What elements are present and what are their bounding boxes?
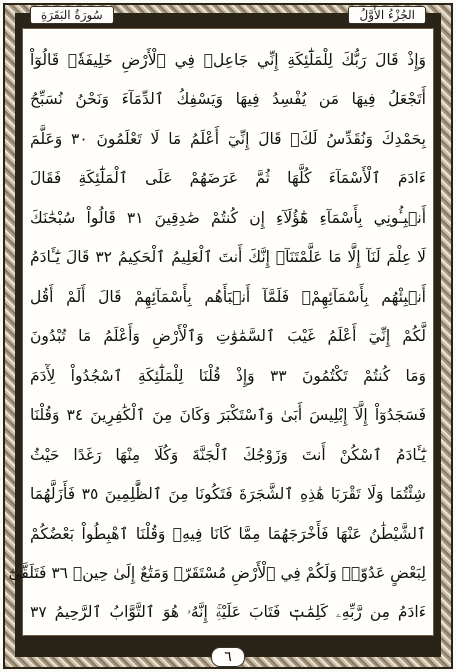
text-line bbox=[30, 356, 426, 396]
text-line bbox=[30, 396, 426, 436]
line-text: بِحَمْدِكَ وَنُقَدِّسُ لَكَۖ قَالَ إِنِّيٓ أَعْلَمُ مَا لَا تَعْلَمُونَ ٣٠ وَعَلَّمَ bbox=[30, 129, 426, 148]
text-line bbox=[30, 593, 426, 633]
surah-name: سُورَةُ البَقَرَةِ bbox=[30, 6, 114, 24]
page-footer bbox=[0, 646, 456, 668]
line-text: ءَادَمَ ٱلْأَسْمَآءَ كُلَّهَا ثُمَّ عَرَضَهُمْ عَلَى ٱلْمَلَٰٓئِكَةِ فَقَالَ bbox=[30, 169, 426, 188]
text-line bbox=[30, 159, 426, 199]
line-text: لَا عِلْمَ لَنَآ إِلَّا مَا عَلَّمْتَنَآۖ إِنَّكَ أَنتَ ٱلْعَلِيمُ ٱلْحَكِيمُ ٣٢ قَالَ يَٰٓـَٔادَمُ bbox=[30, 248, 426, 267]
verse-lines bbox=[8, 40, 427, 633]
juz-name: الجُزْءُ الأَوَّلُ bbox=[348, 6, 426, 24]
text-line bbox=[30, 514, 426, 554]
text-line bbox=[30, 317, 426, 357]
text-line bbox=[30, 435, 426, 475]
line-text: ٱلشَّيْطَٰنُ عَنْهَا فَأَخْرَجَهُمَا مِمَّا كَانَا فِيهِۖ وَقُلْنَا ٱهْبِطُواْ بَعْضُكُمْ bbox=[30, 524, 426, 543]
line-text: ءَادَمُ مِن رَّبِّهِۦ كَلِمَٰتٖ فَتَابَ عَلَيْهِۚ إِنَّهُۥ هُوَ ٱلتَّوَّابُ ٱلرَّحِيمُ ٣٧ bbox=[30, 603, 426, 622]
line-text: أَتَجْعَلُ فِيهَا مَن يُفْسِدُ فِيهَا وَيَسْفِكُ ٱلدِّمَآءَ وَنَحْنُ نُسَبِّحُ bbox=[30, 90, 426, 109]
text-line bbox=[30, 80, 426, 120]
line-text: لَّكُمْ إِنِّيٓ أَعْلَمُ غَيْبَ ٱلسَّمَٰوَٰتِ وَٱلْأَرْضِ وَأَعْلَمُ مَا تُبْدُونَ bbox=[30, 327, 426, 346]
page-number: ٦ bbox=[211, 647, 245, 667]
text-line bbox=[30, 238, 426, 278]
line-text: وَإِذْ قَالَ رَبُّكَ لِلْمَلَٰٓئِكَةِ إِنِّي جَاعِلٞ فِي ٱلْأَرْضِ خَلِيفَةٗۖ قَالُوٓاْ bbox=[30, 50, 426, 69]
text-line bbox=[30, 277, 426, 317]
text-line bbox=[30, 198, 426, 238]
line-text: وَمَا كُنتُمْ تَكْتُمُونَ ٣٣ وَإِذْ قُلْنَا لِلْمَلَٰٓئِكَةِ ٱسْجُدُواْ لِأٓدَمَ bbox=[30, 366, 427, 385]
line-text: أَنۢبِـُٔونِي بِأَسْمَآءِ هَٰٓؤُلَآءِ إِن كُنتُمْ صَٰدِقِينَ ٣١ قَالُواْ سُبْحَٰنَكَ bbox=[30, 208, 427, 227]
text-line bbox=[8, 554, 426, 594]
line-text: شِئْتُمَا وَلَا تَقْرَبَا هَٰذِهِ ٱلشَّجَرَةَ فَتَكُونَا مِنَ ٱلظَّٰلِمِينَ ٣٥ فَأَزَلَّهُمَا bbox=[30, 485, 426, 504]
line-text: لِبَعْضٍ عَدُوّٞۖ وَلَكُمْ فِي ٱلْأَرْضِ مُسْتَقَرّٞ وَمَتَٰعٌ إِلَىٰ حِينٖ ٣٦ فَتَلَقَّىٰٓ bbox=[8, 564, 426, 583]
text-line bbox=[30, 40, 426, 80]
text-line bbox=[30, 475, 426, 515]
line-text: يَٰٓـَٔادَمُ ٱسْكُنْ أَنتَ وَزَوْجُكَ ٱلْجَنَّةَ وَكُلَا مِنْهَا رَغَدًا حَيْثُ bbox=[30, 445, 426, 464]
text-line bbox=[30, 119, 426, 159]
page-header bbox=[22, 4, 434, 26]
line-text: أَنۢبِئْهُم بِأَسْمَآئِهِمْۖ فَلَمَّآ أَنۢبَأَهُم بِأَسْمَآئِهِمْ قَالَ أَلَمْ أَقُل bbox=[30, 287, 426, 306]
line-text: فَسَجَدُوٓاْ إِلَّآ إِبْلِيسَ أَبَىٰ وَٱسْتَكْبَرَ وَكَانَ مِنَ ٱلْكَٰفِرِينَ ٣٤ وَقُلْنَا bbox=[30, 406, 426, 425]
